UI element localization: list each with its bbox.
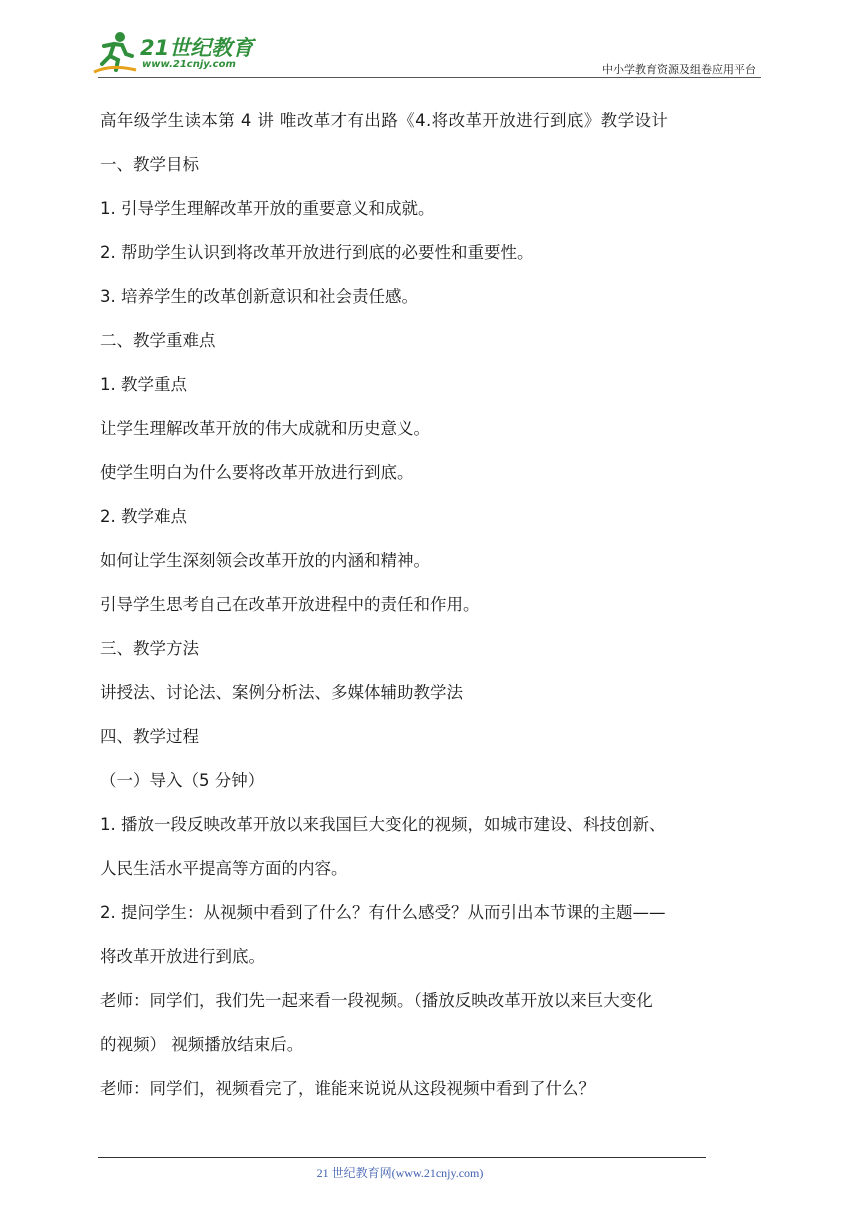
- logo-text: 21世纪教育: [140, 36, 254, 60]
- header-divider: [98, 77, 761, 78]
- subheading: （一）导入（5 分钟）: [100, 771, 265, 790]
- paragraph: 老师：同学们，视频看完了，谁能来说说从这段视频中看到了什么？: [100, 1079, 595, 1098]
- paragraph: 1. 播放一段反映改革开放以来我国巨大变化的视频，如城市建设、科技创新、: [100, 815, 666, 834]
- subheading: 2. 教学难点: [100, 507, 187, 526]
- paragraph: 1. 引导学生理解改革开放的重要意义和成就。: [100, 199, 435, 218]
- paragraph: 引导学生思考自己在改革开放进程中的责任和作用。: [100, 595, 480, 614]
- section-heading: 二、教学重难点: [100, 331, 216, 350]
- paragraph: 使学生明白为什么要将改革开放进行到底。: [100, 463, 414, 482]
- paragraph: 讲授法、讨论法、案例分析法、多媒体辅助教学法: [100, 683, 463, 702]
- paragraph: 如何让学生深刻领会改革开放的内涵和精神。: [100, 551, 430, 570]
- footer-divider: [98, 1157, 706, 1158]
- paragraph: 人民生活水平提高等方面的内容。: [100, 859, 348, 878]
- section-heading: 一、教学目标: [100, 155, 199, 174]
- document-title: 高年级学生读本第 4 讲 唯改革才有出路《4.将改革开放进行到底》教学设计: [100, 111, 669, 130]
- logo-url: www.21cnjy.com: [142, 59, 236, 70]
- runner-logo-icon: [92, 30, 138, 76]
- paragraph: 2. 帮助学生认识到将改革开放进行到底的必要性和重要性。: [100, 243, 534, 262]
- platform-name: 中小学教育资源及组卷应用平台: [602, 63, 756, 76]
- paragraph: 的视频） 视频播放结束后。: [100, 1035, 304, 1054]
- site-logo[interactable]: [92, 30, 262, 80]
- paragraph: 让学生理解改革开放的伟大成就和历史意义。: [100, 419, 430, 438]
- paragraph: 老师：同学们，我们先一起来看一段视频。（播放反映改革开放以来巨大变化: [100, 991, 653, 1010]
- subheading: 1. 教学重点: [100, 375, 187, 394]
- section-heading: 三、教学方法: [100, 639, 199, 658]
- paragraph: 3. 培养学生的改革创新意识和社会责任感。: [100, 287, 418, 306]
- paragraph: 2. 提问学生：从视频中看到了什么？有什么感受？从而引出本节课的主题——: [100, 903, 666, 922]
- page-header: [0, 0, 860, 90]
- paragraph: 将改革开放进行到底。: [100, 947, 265, 966]
- footer-link[interactable]: 21 世纪教育网(www.21cnjy.com): [316, 1166, 484, 1180]
- section-heading: 四、教学过程: [100, 727, 199, 746]
